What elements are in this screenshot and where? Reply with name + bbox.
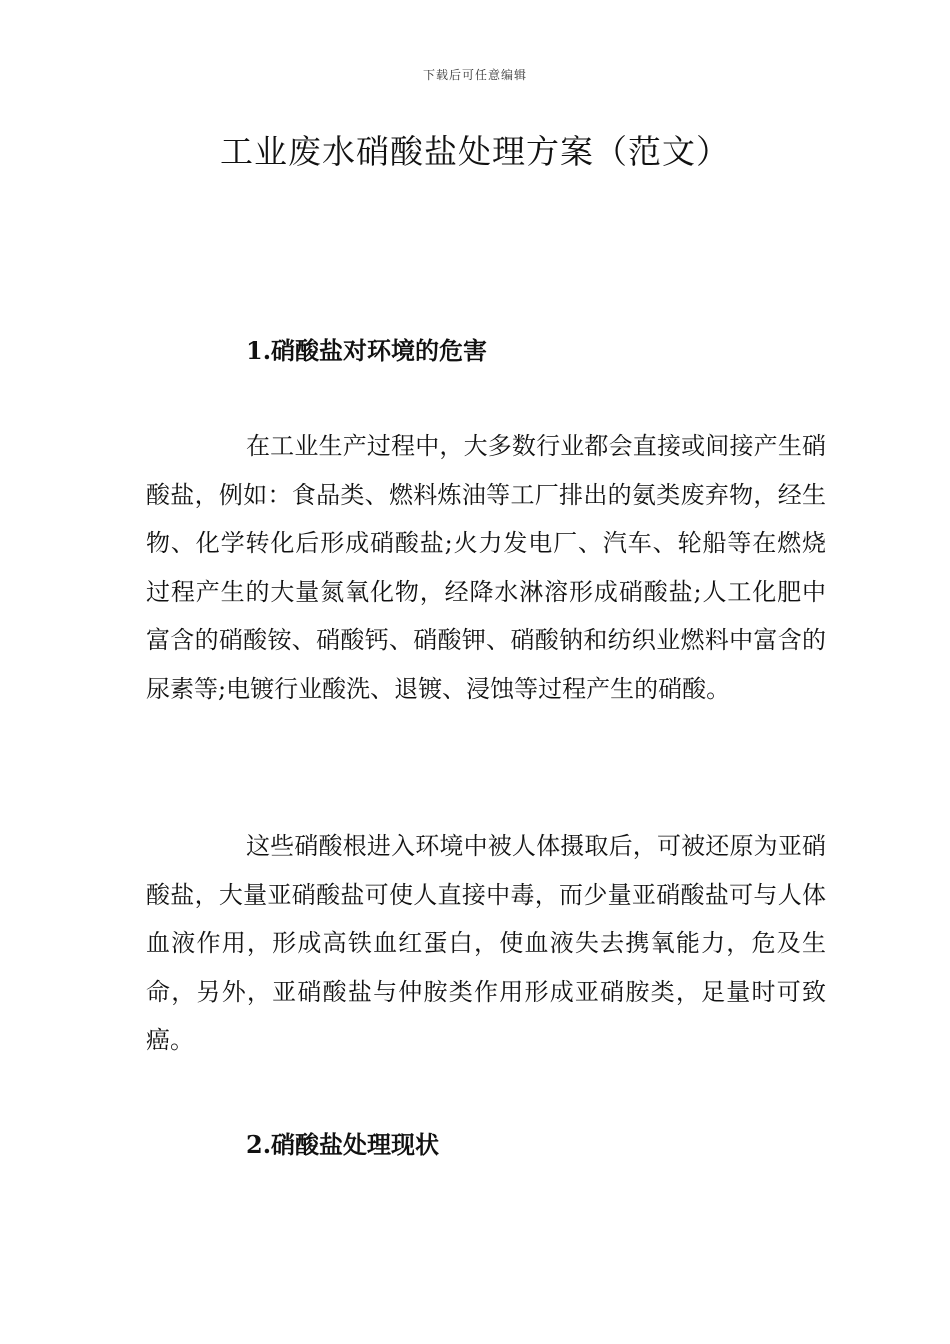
header-note: 下载后可任意编辑 xyxy=(422,68,527,82)
section-heading-1: 1.硝酸盐对环境的危害 xyxy=(246,336,488,365)
document-title: 工业废水硝酸盐处理方案（范文） xyxy=(220,132,730,171)
paragraph-1: 在工业生产过程中，大多数行业都会直接或间接产生硝酸盐，例如：食品类、燃料炼油等工厂排出的氨类废弃物，经生物、化学转化后形成硝酸盐;火力发电厂、汽车、轮船等在燃烧过程产生的大量氮氧化物，经降水淋溶形成硝酸盐;人工化肥中富含的硝酸铵、硝酸钙、硝酸钾、硝酸钠和纺织业燃料中富含的尿素等;电镀行业酸洗、退镀、浸蚀等过程产生的硝酸。 xyxy=(146,432,826,703)
section-heading-2: 2.硝酸盐处理现状 xyxy=(246,1130,440,1159)
paragraph-2: 这些硝酸根进入环境中被人体摄取后，可被还原为亚硝酸盐，大量亚硝酸盐可使人直接中毒，而少量亚硝酸盐可与人体血液作用，形成高铁血红蛋白，使血液失去携氧能力，危及生命，另外，亚硝酸盐与仲胺类作用形成亚硝胺类，足量时可致癌。 xyxy=(146,832,826,1055)
